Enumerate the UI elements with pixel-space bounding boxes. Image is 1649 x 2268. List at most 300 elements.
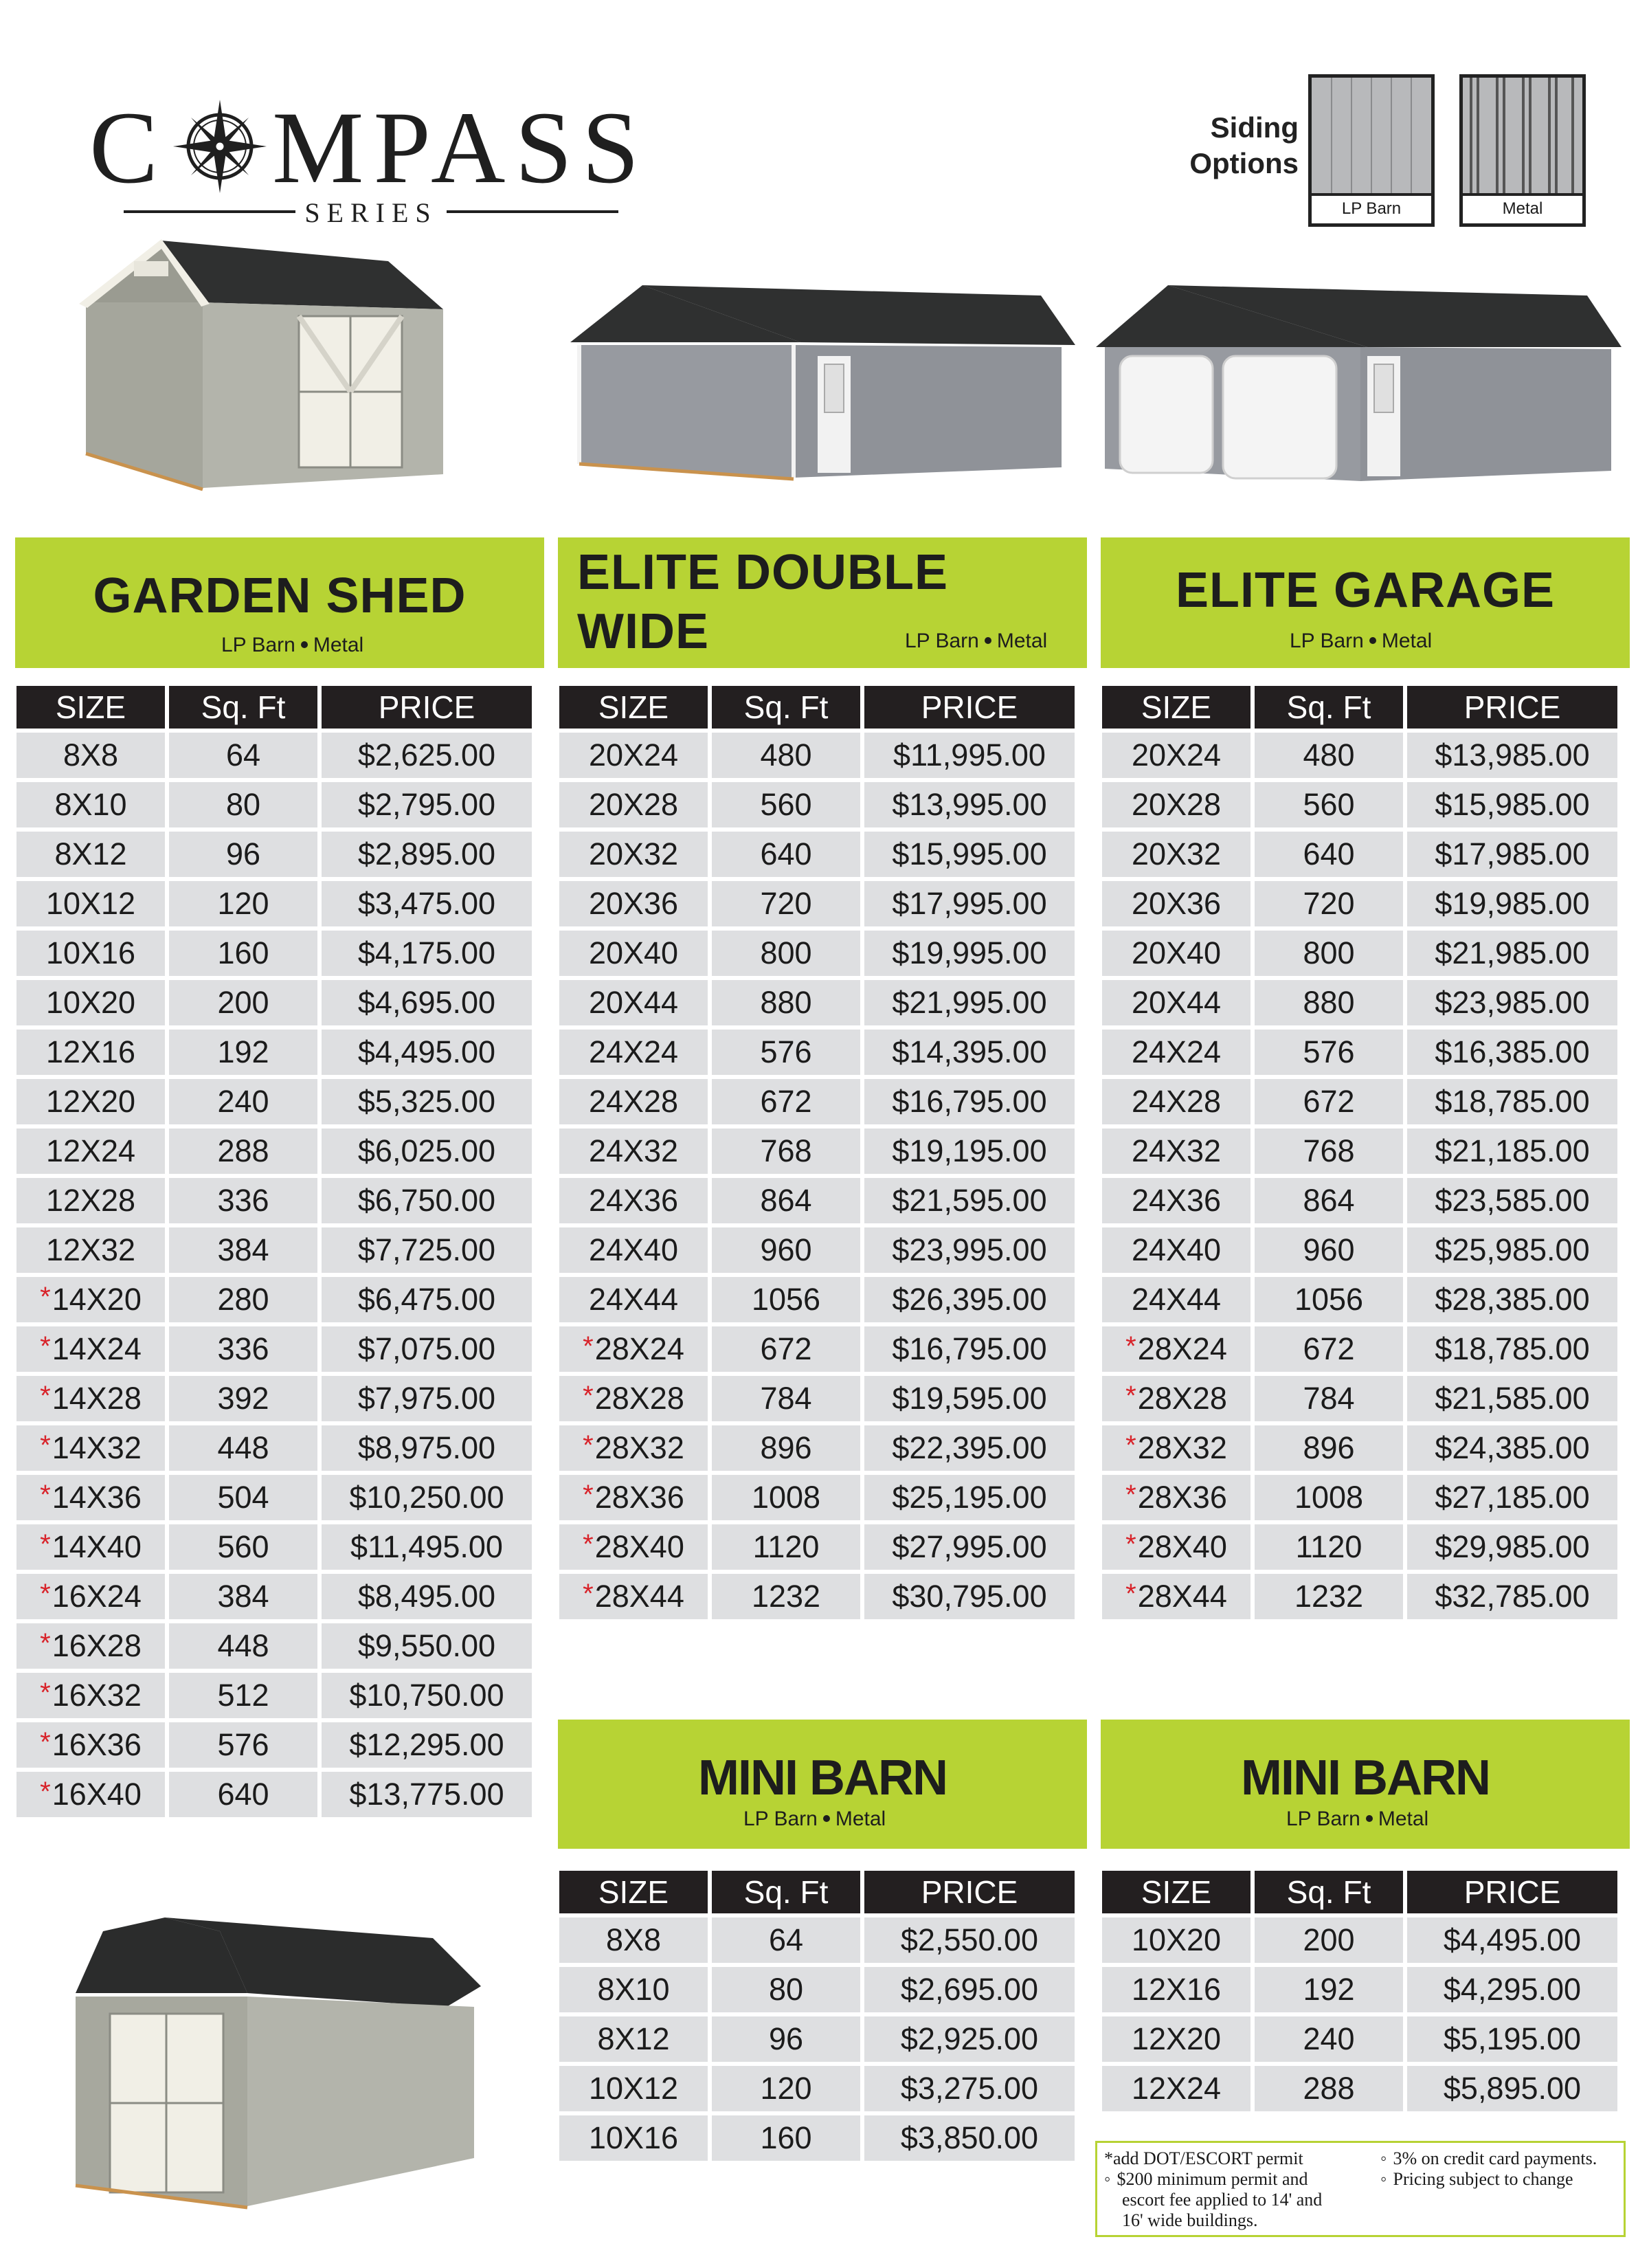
sqft-cell: 448 — [169, 1425, 317, 1471]
table-row — [559, 1524, 1075, 1570]
mini-barn-a-title: MINI BARN — [698, 1750, 947, 1805]
size-cell: 24X24 — [1102, 1030, 1250, 1075]
table-row — [559, 1376, 1075, 1421]
sqft-cell: 640 — [712, 832, 860, 877]
sqft-cell: 120 — [169, 881, 317, 926]
sqft-cell: 384 — [169, 1227, 317, 1273]
wide-load-asterisk: * — [40, 1529, 51, 1559]
note-bullet-line: ◦ 3% on credit card payments. — [1380, 2148, 1597, 2168]
note-line: *add DOT/ESCORT permit — [1104, 2148, 1303, 2168]
wide-load-asterisk: * — [40, 1727, 51, 1757]
table-row — [559, 1425, 1075, 1471]
table-row — [559, 1079, 1075, 1124]
size-cell: 12X32 — [16, 1227, 165, 1273]
size-cell: *14X32 — [16, 1425, 165, 1471]
mini-barn-b-title: MINI BARN — [1241, 1750, 1490, 1805]
table-row — [559, 881, 1075, 926]
logo-series-text: SERIES — [304, 197, 438, 228]
wide-load-asterisk: * — [40, 1777, 51, 1807]
column-header: SIZE — [1102, 686, 1250, 729]
size-cell: 12X24 — [1102, 2066, 1250, 2111]
sqft-cell: 576 — [1255, 1030, 1403, 1075]
table-row — [559, 1178, 1075, 1223]
mini-barn-b-price-table — [1098, 1867, 1622, 2115]
price-cell: $13,775.00 — [322, 1772, 532, 1817]
sqft-cell: 1008 — [712, 1475, 860, 1520]
sqft-cell: 784 — [712, 1376, 860, 1421]
wide-load-asterisk: * — [40, 1282, 51, 1312]
size-cell: 24X36 — [1102, 1178, 1250, 1223]
sqft-cell: 504 — [169, 1475, 317, 1520]
table-row — [16, 931, 532, 976]
sqft-cell: 80 — [169, 782, 317, 827]
price-cell: $5,895.00 — [1407, 2066, 1617, 2111]
table-row — [1102, 1376, 1617, 1421]
column-header: SIZE — [559, 1871, 708, 1913]
price-cell: $15,985.00 — [1407, 782, 1617, 827]
price-cell: $3,850.00 — [864, 2115, 1075, 2161]
size-cell: *16X36 — [16, 1722, 165, 1768]
table-row — [16, 1079, 532, 1124]
size-cell: *28X40 — [559, 1524, 708, 1570]
siding-swatch-lp-barn — [1308, 74, 1435, 227]
table-row — [559, 1967, 1075, 2012]
price-cell: $23,985.00 — [1407, 980, 1617, 1025]
size-cell: 8X10 — [16, 782, 165, 827]
size-cell: *28X24 — [1102, 1326, 1250, 1372]
table-row — [16, 733, 532, 778]
wide-load-asterisk: * — [40, 1579, 51, 1609]
sqft-cell: 576 — [169, 1722, 317, 1768]
size-cell: 24X28 — [559, 1079, 708, 1124]
notes-payment — [1380, 2148, 1628, 2190]
price-cell: $5,325.00 — [322, 1079, 532, 1124]
compass-logo: C MPASS — [89, 91, 649, 205]
sqft-cell: 192 — [1255, 1967, 1403, 2012]
price-cell: $21,185.00 — [1407, 1129, 1617, 1174]
price-cell: $4,695.00 — [322, 980, 532, 1025]
price-cell: $4,175.00 — [322, 931, 532, 976]
sqft-cell: 640 — [169, 1772, 317, 1817]
sqft-cell: 512 — [169, 1673, 317, 1718]
price-cell: $17,995.00 — [864, 881, 1075, 926]
siding-label-line2: Options — [1189, 147, 1299, 179]
price-cell: $19,195.00 — [864, 1129, 1075, 1174]
table-row — [559, 733, 1075, 778]
size-cell: *28X36 — [559, 1475, 708, 1520]
sqft-cell: 64 — [712, 1917, 860, 1963]
size-cell: 10X16 — [559, 2115, 708, 2161]
size-cell: 10X12 — [559, 2066, 708, 2111]
sqft-cell: 200 — [1255, 1917, 1403, 1963]
elite-double-wide-title-line1: ELITE DOUBLE — [577, 545, 949, 600]
size-cell: 20X36 — [1102, 881, 1250, 926]
size-cell: 24X36 — [559, 1178, 708, 1223]
column-header: PRICE — [1407, 1871, 1617, 1913]
size-cell: *28X44 — [1102, 1574, 1250, 1619]
size-cell: 12X20 — [16, 1079, 165, 1124]
size-cell: *28X36 — [1102, 1475, 1250, 1520]
sqft-cell: 768 — [712, 1129, 860, 1174]
table-row — [559, 980, 1075, 1025]
price-cell: $29,985.00 — [1407, 1524, 1617, 1570]
table-row — [16, 1178, 532, 1223]
size-cell: *28X44 — [559, 1574, 708, 1619]
price-cell: $2,550.00 — [864, 1917, 1075, 1963]
price-cell: $3,275.00 — [864, 2066, 1075, 2111]
price-cell: $4,495.00 — [322, 1030, 532, 1075]
price-cell: $10,750.00 — [322, 1673, 532, 1718]
wide-load-asterisk: * — [1125, 1529, 1136, 1559]
price-cell: $7,075.00 — [322, 1326, 532, 1372]
price-cell: $11,995.00 — [864, 733, 1075, 778]
price-cell: $28,385.00 — [1407, 1277, 1617, 1322]
wide-load-asterisk: * — [583, 1381, 594, 1411]
wide-load-asterisk: * — [1125, 1579, 1136, 1609]
table-row — [16, 1326, 532, 1372]
price-cell: $6,025.00 — [322, 1129, 532, 1174]
table-row — [559, 1277, 1075, 1322]
size-cell: 20X40 — [1102, 931, 1250, 976]
wide-load-asterisk: * — [40, 1430, 51, 1460]
sqft-cell: 896 — [1255, 1425, 1403, 1471]
sqft-cell: 640 — [1255, 832, 1403, 877]
wide-load-asterisk: * — [583, 1579, 594, 1609]
column-header: Sq. Ft — [1255, 1871, 1403, 1913]
table-row — [1102, 1917, 1617, 1963]
table-row — [1102, 1967, 1617, 2012]
compass-rose-icon — [172, 98, 268, 194]
sqft-cell: 560 — [1255, 782, 1403, 827]
sqft-cell: 384 — [169, 1574, 317, 1619]
elite-garage-siding-sub: LP Barn Metal — [1290, 630, 1433, 652]
sqft-cell: 1056 — [1255, 1277, 1403, 1322]
table-row — [1102, 1277, 1617, 1322]
table-row — [16, 1425, 532, 1471]
sqft-cell: 280 — [169, 1277, 317, 1322]
size-cell: *16X32 — [16, 1673, 165, 1718]
price-cell: $19,995.00 — [864, 931, 1075, 976]
wide-load-asterisk: * — [1125, 1430, 1136, 1460]
size-cell: 12X28 — [16, 1178, 165, 1223]
logo-series — [124, 191, 618, 232]
siding-options-label — [1168, 110, 1299, 181]
table-row — [1102, 1475, 1617, 1520]
price-cell: $5,195.00 — [1407, 2016, 1617, 2062]
sqft-cell: 120 — [712, 2066, 860, 2111]
table-row — [16, 1277, 532, 1322]
table-row — [16, 1030, 532, 1075]
price-cell: $6,475.00 — [322, 1277, 532, 1322]
sqft-cell: 800 — [1255, 931, 1403, 976]
siding-swatch-metal — [1459, 74, 1586, 227]
table-row — [559, 1574, 1075, 1619]
size-cell: 12X20 — [1102, 2016, 1250, 2062]
price-cell: $13,995.00 — [864, 782, 1075, 827]
size-cell: 10X20 — [1102, 1917, 1250, 1963]
table-row — [559, 931, 1075, 976]
table-row — [1102, 832, 1617, 877]
size-cell: 10X12 — [16, 881, 165, 926]
garden-shed-price-table — [12, 682, 536, 1821]
price-cell: $3,475.00 — [322, 881, 532, 926]
size-cell: *14X36 — [16, 1475, 165, 1520]
sqft-cell: 336 — [169, 1178, 317, 1223]
elite-double-wide-header — [558, 537, 1087, 668]
table-row — [559, 1030, 1075, 1075]
garden-shed-image — [79, 227, 464, 495]
sqft-cell: 720 — [712, 881, 860, 926]
price-cell: $22,395.00 — [864, 1425, 1075, 1471]
wide-load-asterisk: * — [583, 1529, 594, 1559]
size-cell: *14X20 — [16, 1277, 165, 1322]
price-cell: $21,985.00 — [1407, 931, 1617, 976]
sqft-cell: 560 — [712, 782, 860, 827]
price-cell: $7,975.00 — [322, 1376, 532, 1421]
column-header: Sq. Ft — [712, 1871, 860, 1913]
garden-shed-header — [15, 537, 544, 668]
table-row — [559, 832, 1075, 877]
table-row — [16, 1722, 532, 1768]
column-header: Sq. Ft — [1255, 686, 1403, 729]
column-header: SIZE — [16, 686, 165, 729]
sqft-cell: 160 — [169, 931, 317, 976]
column-header: Sq. Ft — [169, 686, 317, 729]
sqft-cell: 960 — [712, 1227, 860, 1273]
mini-barn-a-siding-sub: LP Barn Metal — [743, 1808, 886, 1830]
sqft-cell: 96 — [712, 2016, 860, 2062]
note-bullet-line: ◦ Pricing subject to change — [1380, 2169, 1573, 2189]
sqft-cell: 240 — [1255, 2016, 1403, 2062]
price-cell: $25,195.00 — [864, 1475, 1075, 1520]
size-cell: 20X24 — [1102, 733, 1250, 778]
size-cell: *14X24 — [16, 1326, 165, 1372]
note-line: escort fee applied to 14' and — [1122, 2190, 1323, 2210]
mini-barn-b-header — [1101, 1720, 1630, 1849]
size-cell: *16X40 — [16, 1772, 165, 1817]
column-header: SIZE — [1102, 1871, 1250, 1913]
wide-load-asterisk: * — [583, 1331, 594, 1361]
wide-load-asterisk: * — [40, 1628, 51, 1658]
price-cell: $21,585.00 — [1407, 1376, 1617, 1421]
wide-load-asterisk: * — [1125, 1331, 1136, 1361]
price-cell: $18,785.00 — [1407, 1326, 1617, 1372]
table-row — [559, 1129, 1075, 1174]
sqft-cell: 80 — [712, 1967, 860, 2012]
size-cell: *28X28 — [559, 1376, 708, 1421]
table-row — [1102, 1425, 1617, 1471]
price-cell: $9,550.00 — [322, 1623, 532, 1669]
size-cell: 12X16 — [1102, 1967, 1250, 2012]
sqft-cell: 672 — [712, 1326, 860, 1372]
sqft-cell: 576 — [712, 1030, 860, 1075]
column-header: SIZE — [559, 686, 708, 729]
size-cell: 8X8 — [559, 1917, 708, 1963]
size-cell: 8X8 — [16, 733, 165, 778]
size-cell: 24X24 — [559, 1030, 708, 1075]
price-cell: $4,295.00 — [1407, 1967, 1617, 2012]
sqft-cell: 288 — [1255, 2066, 1403, 2111]
sqft-cell: 1120 — [712, 1524, 860, 1570]
price-cell: $17,985.00 — [1407, 832, 1617, 877]
sqft-cell: 1008 — [1255, 1475, 1403, 1520]
elite-double-wide-image — [567, 282, 1075, 488]
table-row — [559, 1326, 1075, 1372]
mini-barn-a-price-table — [555, 1867, 1079, 2165]
table-row — [559, 1227, 1075, 1273]
sqft-cell: 768 — [1255, 1129, 1403, 1174]
table-row — [1102, 1079, 1617, 1124]
size-cell: *16X28 — [16, 1623, 165, 1669]
elite-garage-title: ELITE GARAGE — [1175, 563, 1556, 618]
table-row — [1102, 2016, 1617, 2062]
size-cell: 24X40 — [559, 1227, 708, 1273]
size-cell: 24X28 — [1102, 1079, 1250, 1124]
table-row — [559, 1917, 1075, 1963]
table-row — [16, 980, 532, 1025]
garden-shed-siding-sub: LP Barn Metal — [221, 634, 364, 656]
price-cell: $26,395.00 — [864, 1277, 1075, 1322]
size-cell: 20X24 — [559, 733, 708, 778]
table-row — [1102, 733, 1617, 778]
sqft-cell: 1056 — [712, 1277, 860, 1322]
sqft-cell: 448 — [169, 1623, 317, 1669]
size-cell: *28X32 — [1102, 1425, 1250, 1471]
table-row — [16, 1227, 532, 1273]
table-row — [16, 1623, 532, 1669]
size-cell: *28X24 — [559, 1326, 708, 1372]
column-header: PRICE — [322, 686, 532, 729]
price-cell: $14,395.00 — [864, 1030, 1075, 1075]
sqft-cell: 880 — [712, 980, 860, 1025]
table-row — [1102, 1574, 1617, 1619]
price-cell: $19,985.00 — [1407, 881, 1617, 926]
table-row — [16, 1673, 532, 1718]
sqft-cell: 192 — [169, 1030, 317, 1075]
price-cell: $24,385.00 — [1407, 1425, 1617, 1471]
price-cell: $13,985.00 — [1407, 733, 1617, 778]
table-row — [559, 1475, 1075, 1520]
sqft-cell: 1232 — [1255, 1574, 1403, 1619]
price-cell: $10,250.00 — [322, 1475, 532, 1520]
size-cell: 20X32 — [559, 832, 708, 877]
table-row — [16, 832, 532, 877]
table-row — [16, 1772, 532, 1817]
size-cell: 20X28 — [1102, 782, 1250, 827]
table-row — [1102, 782, 1617, 827]
price-cell: $32,785.00 — [1407, 1574, 1617, 1619]
price-cell: $16,385.00 — [1407, 1030, 1617, 1075]
table-row — [1102, 1524, 1617, 1570]
table-row — [1102, 1178, 1617, 1223]
price-cell: $7,725.00 — [322, 1227, 532, 1273]
siding-option-metal: Metal — [1463, 193, 1582, 223]
sqft-cell: 784 — [1255, 1376, 1403, 1421]
sqft-cell: 64 — [169, 733, 317, 778]
table-row — [16, 881, 532, 926]
size-cell: 10X16 — [16, 931, 165, 976]
wide-load-asterisk: * — [583, 1430, 594, 1460]
sqft-cell: 864 — [1255, 1178, 1403, 1223]
table-row — [559, 2115, 1075, 2161]
size-cell: 12X16 — [16, 1030, 165, 1075]
sqft-cell: 672 — [1255, 1326, 1403, 1372]
wide-load-asterisk: * — [40, 1381, 51, 1411]
size-cell: 20X32 — [1102, 832, 1250, 877]
sqft-cell: 480 — [1255, 733, 1403, 778]
price-cell: $8,495.00 — [322, 1574, 532, 1619]
price-cell: $8,975.00 — [322, 1425, 532, 1471]
table-row — [1102, 931, 1617, 976]
table-row — [16, 1129, 532, 1174]
wide-load-asterisk: * — [1125, 1381, 1136, 1411]
price-cell: $6,750.00 — [322, 1178, 532, 1223]
table-row — [559, 2016, 1075, 2062]
size-cell: 24X32 — [1102, 1129, 1250, 1174]
sqft-cell: 560 — [169, 1524, 317, 1570]
column-header: PRICE — [864, 1871, 1075, 1913]
wide-load-asterisk: * — [40, 1480, 51, 1510]
table-row — [559, 2066, 1075, 2111]
size-cell: *16X24 — [16, 1574, 165, 1619]
size-cell: 8X12 — [559, 2016, 708, 2062]
table-row — [1102, 1030, 1617, 1075]
sqft-cell: 96 — [169, 832, 317, 877]
size-cell: 10X20 — [16, 980, 165, 1025]
size-cell: 20X36 — [559, 881, 708, 926]
size-cell: 24X32 — [559, 1129, 708, 1174]
mini-barn-b-siding-sub: LP Barn Metal — [1286, 1808, 1429, 1830]
sqft-cell: 720 — [1255, 881, 1403, 926]
sqft-cell: 160 — [712, 2115, 860, 2161]
price-cell: $2,695.00 — [864, 1967, 1075, 2012]
wide-load-asterisk: * — [40, 1678, 51, 1708]
table-row — [16, 782, 532, 827]
sqft-cell: 336 — [169, 1326, 317, 1372]
price-cell: $2,895.00 — [322, 832, 532, 877]
size-cell: 20X44 — [559, 980, 708, 1025]
size-cell: 20X40 — [559, 931, 708, 976]
price-cell: $30,795.00 — [864, 1574, 1075, 1619]
price-cell: $15,995.00 — [864, 832, 1075, 877]
wide-load-asterisk: * — [40, 1331, 51, 1361]
elite-garage-image — [1092, 282, 1628, 488]
size-cell: 12X24 — [16, 1129, 165, 1174]
size-cell: 24X40 — [1102, 1227, 1250, 1273]
table-row — [16, 1475, 532, 1520]
elite-garage-price-table — [1098, 682, 1622, 1623]
column-header: Sq. Ft — [712, 686, 860, 729]
table-row — [16, 1524, 532, 1570]
mini-barn-image — [62, 1911, 502, 2213]
note-bullet-line: ◦ $200 minimum permit and — [1104, 2169, 1308, 2189]
price-cell: $2,795.00 — [322, 782, 532, 827]
elite-double-wide-price-table — [555, 682, 1079, 1623]
sqft-cell: 864 — [712, 1178, 860, 1223]
size-cell: *14X40 — [16, 1524, 165, 1570]
price-cell: $19,595.00 — [864, 1376, 1075, 1421]
size-cell: 24X44 — [559, 1277, 708, 1322]
price-cell: $25,985.00 — [1407, 1227, 1617, 1273]
sqft-cell: 800 — [712, 931, 860, 976]
sqft-cell: 1232 — [712, 1574, 860, 1619]
table-row — [1102, 881, 1617, 926]
size-cell: *28X28 — [1102, 1376, 1250, 1421]
price-cell: $11,495.00 — [322, 1524, 532, 1570]
price-cell: $21,595.00 — [864, 1178, 1075, 1223]
sqft-cell: 288 — [169, 1129, 317, 1174]
size-cell: 20X28 — [559, 782, 708, 827]
